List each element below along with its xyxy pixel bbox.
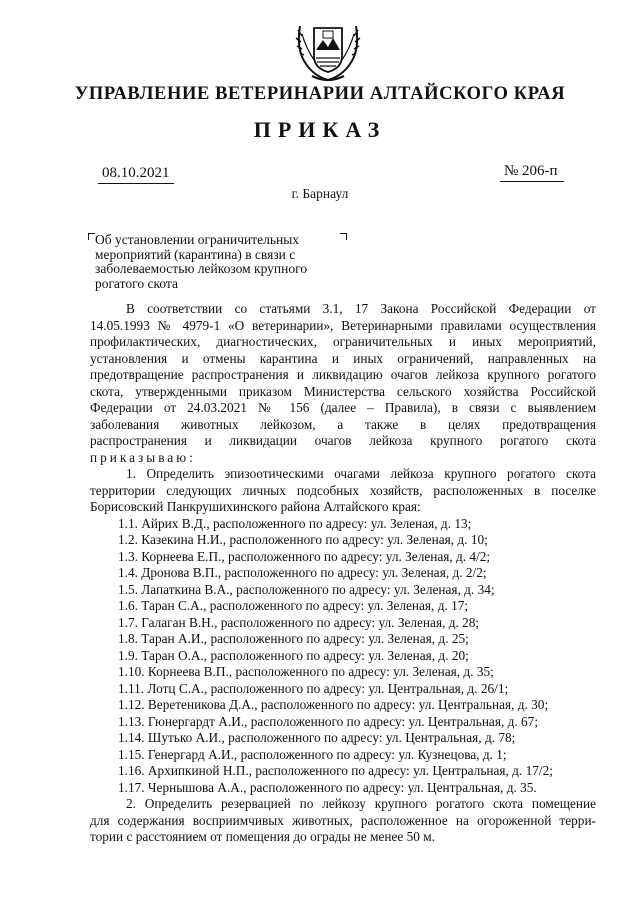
point-2-line: 2. Определить резервацией по лейкозу крупного рогатого скота помещение xyxy=(126,796,596,811)
preamble-line: установления и отмены карантина и иных ограничений, направленных на xyxy=(90,350,596,366)
preamble-line: скота, утвержденными приказом Министерства сельского хозяйства Российской xyxy=(90,383,596,399)
point-1-line: территории следующих личных подсобных хозяйств, расположенных в поселке xyxy=(90,482,596,498)
list-item: 1.16. Архипкиной Н.П., расположенного по адресу: ул. Центральная, д. 17/2; xyxy=(118,763,553,778)
altai-krai-coat-of-arms-icon xyxy=(292,20,364,84)
organization-title: УПРАВЛЕНИЕ ВЕТЕРИНАРИИ АЛТАЙСКОГО КРАЯ xyxy=(74,84,566,104)
point-1-line: 1. Определить эпизоотическими очагами лейкоза крупного рогатого скота xyxy=(126,466,596,481)
preamble-line: В соответствии со статьями 3.1, 17 Закона Российской Федерации от xyxy=(126,301,596,316)
order-subject: Об установлении ограничительных мероприятий (карантина) в связи с заболеваемостью лейкозом крупного рогатого скота xyxy=(95,232,308,291)
document-type: ПРИКАЗ xyxy=(253,117,387,142)
preamble-line: Федерации от 24.03.2021 № 156 (далее – Правила), в связи с выявлением xyxy=(90,400,596,415)
subject-bracket-left xyxy=(88,233,95,240)
order-date: 08.10.2021 xyxy=(102,165,170,181)
preamble-line: 14.05.1993 № 4979-1 «О ветеринарии», Ветеринарными правилами осуществления xyxy=(90,317,596,333)
list-item: 1.1. Айрих В.Д., расположенного по адресу: ул. Зеленая, д. 13; xyxy=(118,515,472,531)
list-item: 1.13. Гюнергардт А.И., расположенного по адресу: ул. Центральная, д. 67; xyxy=(118,713,539,729)
point-2-line: тории с расстоянием от помещения до ограды не менее 50 м. xyxy=(90,829,436,844)
list-item: 1.2. Казекина Н.И., расположенного по адресу: ул. Зеленая, д. 10; xyxy=(118,532,488,547)
preamble-line: распространения и ликвидации очагов лейкоза крупного рогатого скота xyxy=(90,433,596,448)
list-item: 1.8. Таран А.И., расположенного по адресу: ул. Зеленая, д. 25; xyxy=(118,631,469,646)
number-underline xyxy=(500,181,564,182)
list-item: 1.9. Таран О.А., расположенного по адресу: ул. Зеленая, д. 20; xyxy=(118,647,469,663)
list-item: 1.14. Шутько А.И., расположенного по адресу: ул. Центральная, д. 78; xyxy=(118,730,516,745)
list-item: 1.7. Галаган В.Н., расположенного по адресу: ул. Зеленая, д. 28; xyxy=(118,614,480,630)
point-1-line: Борисовский Панкрушихинского района Алтайского края: xyxy=(90,499,421,514)
list-item: 1.4. Дронова В.П., расположенного по адресу: ул. Зеленая, д. 2/2; xyxy=(118,565,487,580)
list-item: 1.11. Лотц С.А., расположенного по адресу: ул. Центральная, д. 26/1; xyxy=(118,680,509,696)
point-2-line: для содержания восприимчивых животных, расположенное на огороженной терри- xyxy=(90,812,596,828)
list-item: 1.10. Корнеева В.П., расположенного по адресу: ул. Зеленая, д. 35; xyxy=(118,664,494,679)
list-item: 1.3. Корнеева Е.П., расположенного по адресу: ул. Зеленая, д. 4/2; xyxy=(118,548,491,564)
preamble-line: предотвращение распространения и ликвидацию очагов лейкоза крупного рогатого xyxy=(90,367,596,382)
list-item: 1.12. Веретеникова Д.А., расположенного по адресу: ул. Центральная, д. 30; xyxy=(118,697,549,712)
preamble-line: профилактических, диагностических, ограничительных и иных мероприятий, xyxy=(90,334,596,349)
date-underline xyxy=(98,183,174,184)
list-item: 1.5. Лапаткина В.А., расположенного по адресу: ул. Зеленая, д. 34; xyxy=(118,581,495,597)
list-item: 1.17. Чернышова А.А., расположенного по адресу: ул. Центральная, д. 35. xyxy=(118,779,537,795)
list-item: 1.15. Генергард А.И., расположенного по адресу: ул. Кузнецова, д. 1; xyxy=(118,746,507,762)
city: г. Барнаул xyxy=(291,186,349,201)
order-word: приказываю: xyxy=(90,449,196,465)
preamble-line: заболевания животных лейкозом, а также в целях предотвращения xyxy=(90,416,596,432)
order-number: № 206-п xyxy=(504,163,558,179)
list-item: 1.6. Таран С.А., расположенного по адресу: ул. Зеленая, д. 17; xyxy=(118,598,469,613)
order-body xyxy=(90,301,596,846)
